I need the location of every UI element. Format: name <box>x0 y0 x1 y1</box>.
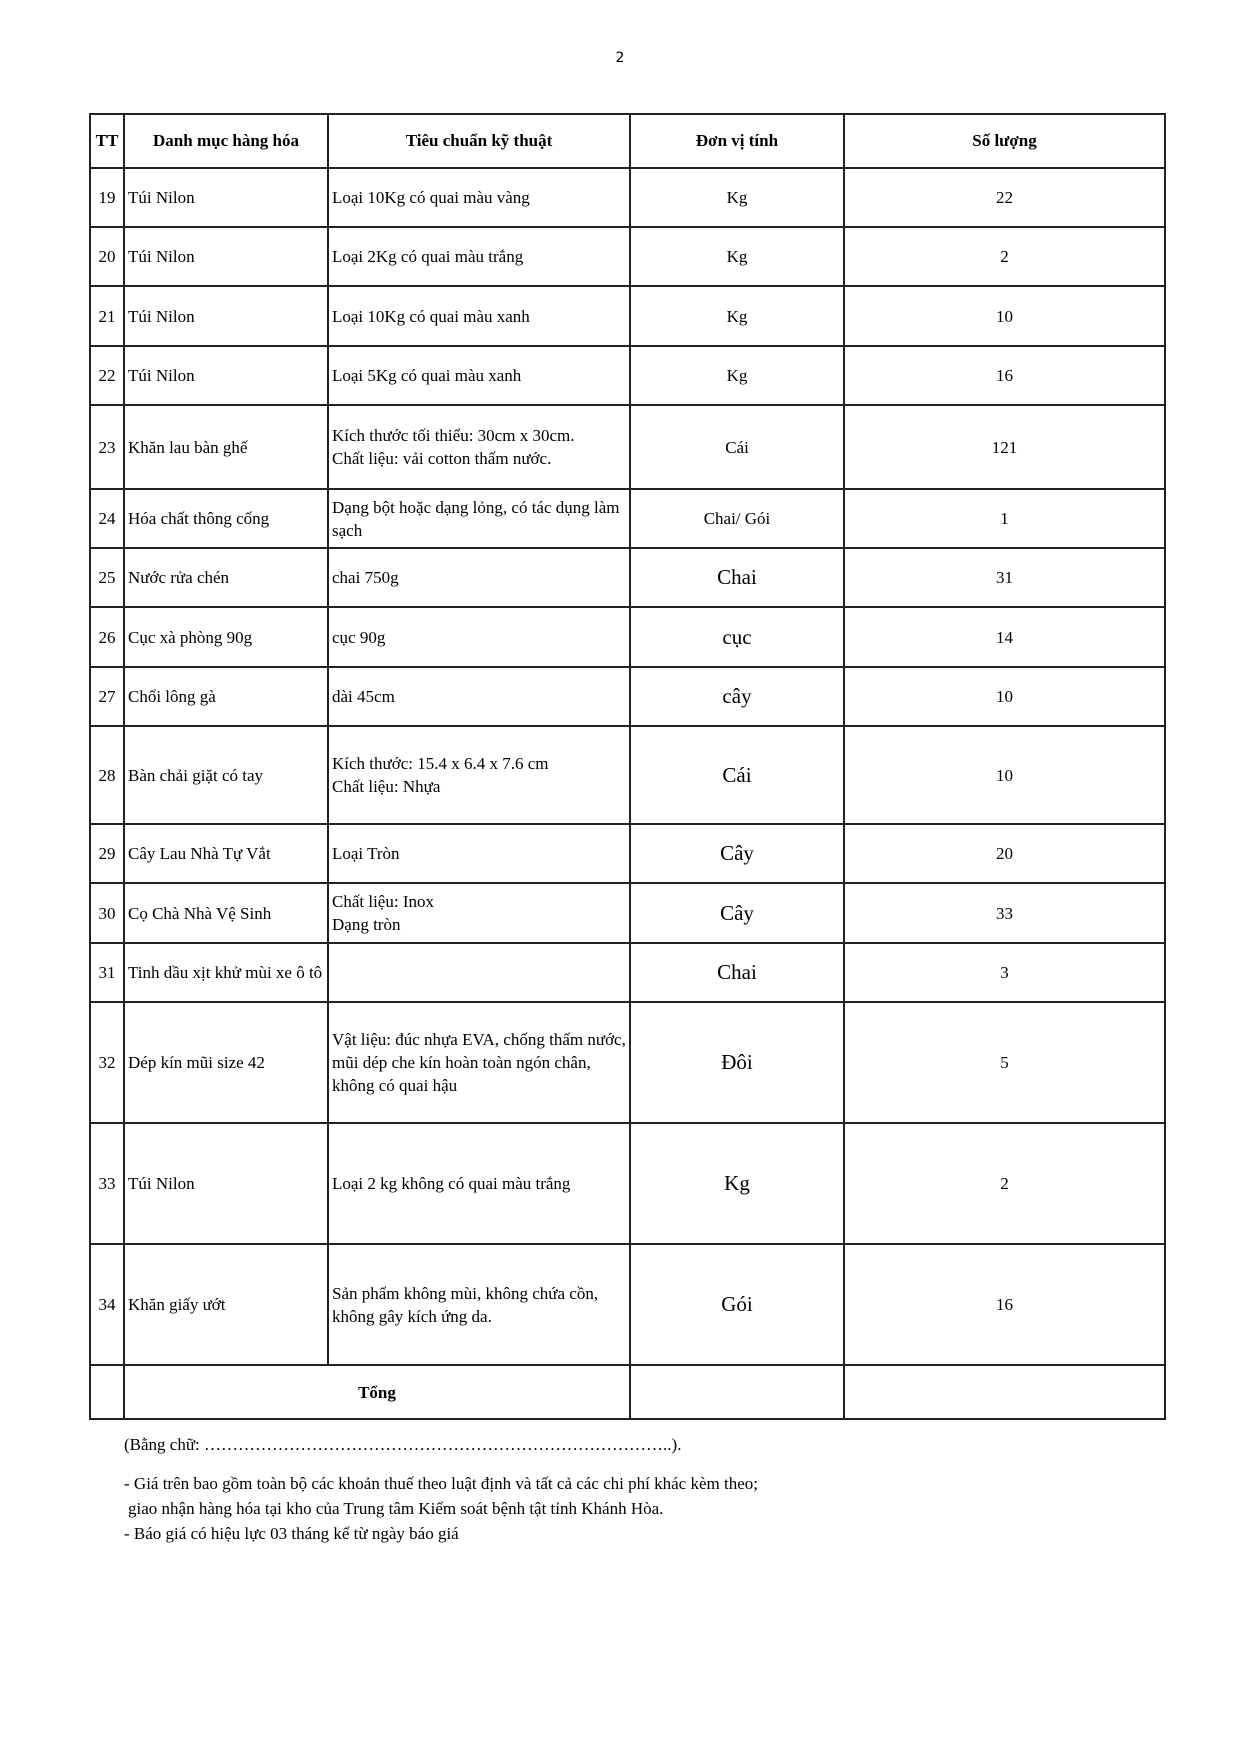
row-unit: cây <box>630 667 844 726</box>
row-spec <box>328 726 630 824</box>
spec-line: Loại 2 kg không có quai màu trắng <box>332 1174 571 1193</box>
spec-line: Chất liệu: Nhựa <box>332 777 441 796</box>
row-name: Tinh dầu xịt khử mùi xe ô tô <box>124 943 328 1002</box>
row-qty: 14 <box>844 607 1165 667</box>
row-tt: 33 <box>90 1123 124 1244</box>
table-row <box>90 489 1165 548</box>
row-qty: 16 <box>844 346 1165 405</box>
row-qty: 121 <box>844 405 1165 489</box>
row-spec <box>328 548 630 607</box>
spec-line: Chất liệu: Inox <box>332 892 434 911</box>
row-spec <box>328 489 630 548</box>
spec-line: Loại 10Kg có quai màu vàng <box>332 188 530 207</box>
row-spec <box>328 883 630 943</box>
row-tt: 29 <box>90 824 124 883</box>
row-unit: Cây <box>630 883 844 943</box>
row-tt: 22 <box>90 346 124 405</box>
row-name: Cây Lau Nhà Tự Vắt <box>124 824 328 883</box>
row-spec <box>328 168 630 227</box>
row-tt: 23 <box>90 405 124 489</box>
header-tt: TT <box>90 114 124 168</box>
row-unit: Chai <box>630 943 844 1002</box>
row-tt: 28 <box>90 726 124 824</box>
row-name: Túi Nilon <box>124 227 328 286</box>
table-row <box>90 1244 1165 1365</box>
table-row <box>90 346 1165 405</box>
spec-line: Chất liệu: vải cotton thấm nước. <box>332 449 552 468</box>
row-qty: 20 <box>844 824 1165 883</box>
row-qty: 31 <box>844 548 1165 607</box>
header-name: Danh mục hàng hóa <box>124 114 328 168</box>
table-row <box>90 883 1165 943</box>
row-tt: 34 <box>90 1244 124 1365</box>
row-qty: 2 <box>844 227 1165 286</box>
row-tt: 21 <box>90 286 124 346</box>
row-spec <box>328 667 630 726</box>
table-row <box>90 726 1165 824</box>
row-tt: 19 <box>90 168 124 227</box>
row-unit: Cái <box>630 405 844 489</box>
table-row <box>90 1123 1165 1244</box>
row-tt: 30 <box>90 883 124 943</box>
amount-in-words: (Bằng chữ: ………………………………………………………………………..). <box>124 1435 682 1454</box>
table-row <box>90 607 1165 667</box>
table-row <box>90 824 1165 883</box>
row-name: Nước rửa chén <box>124 548 328 607</box>
row-name: Túi Nilon <box>124 168 328 227</box>
row-tt: 25 <box>90 548 124 607</box>
total-tt-cell <box>90 1365 124 1419</box>
total-row <box>90 1365 1165 1419</box>
spec-line: Loại Tròn <box>332 844 400 863</box>
spec-line: dài 45cm <box>332 687 395 706</box>
row-unit: Chai/ Gói <box>630 489 844 548</box>
row-name: Khăn giấy ướt <box>124 1244 328 1365</box>
row-unit: Kg <box>630 227 844 286</box>
row-unit: Cây <box>630 824 844 883</box>
header-qty: Số lượng <box>844 114 1165 168</box>
row-tt: 24 <box>90 489 124 548</box>
table-row <box>90 667 1165 726</box>
table-row <box>90 168 1165 227</box>
row-tt: 20 <box>90 227 124 286</box>
note-line-1: - Giá trên bao gồm toàn bộ các khoản thuế theo luật định và tất cả các chi phí khác kèm theo; <box>124 1474 758 1493</box>
row-unit: Đôi <box>630 1002 844 1123</box>
row-unit: Kg <box>630 1123 844 1244</box>
table-row <box>90 286 1165 346</box>
note-line-2: giao nhận hàng hóa tại kho của Trung tâm Kiểm soát bệnh tật tỉnh Khánh Hòa. <box>128 1499 664 1518</box>
row-name: Cọ Chà Nhà Vệ Sinh <box>124 883 328 943</box>
spec-line: Kích thước tối thiểu: 30cm x 30cm. <box>332 426 575 445</box>
row-name: Túi Nilon <box>124 346 328 405</box>
row-unit: Chai <box>630 548 844 607</box>
row-qty: 10 <box>844 726 1165 824</box>
spec-line: Vật liệu: đúc nhựa EVA, chống thấm nước, mũi dép che kín hoàn toàn ngón chân, không có quai hậu <box>332 1030 626 1095</box>
row-name: Bàn chải giặt có tay <box>124 726 328 824</box>
spec-line: Kích thước: 15.4 x 6.4 x 7.6 cm <box>332 754 549 773</box>
row-name: Túi Nilon <box>124 286 328 346</box>
row-qty: 1 <box>844 489 1165 548</box>
row-tt: 26 <box>90 607 124 667</box>
spec-line: cục 90g <box>332 627 386 647</box>
total-label: Tổng <box>124 1365 630 1419</box>
row-qty: 10 <box>844 286 1165 346</box>
row-qty: 10 <box>844 667 1165 726</box>
row-qty: 33 <box>844 883 1165 943</box>
row-qty: 16 <box>844 1244 1165 1365</box>
row-spec <box>328 824 630 883</box>
row-unit: Kg <box>630 286 844 346</box>
spec-line: Loại 10Kg có quai màu xanh <box>332 306 530 326</box>
goods-table <box>89 113 1166 1420</box>
page-number: 2 <box>615 50 625 66</box>
header-spec: Tiêu chuẩn kỹ thuật <box>328 114 630 168</box>
row-name: Túi Nilon <box>124 1123 328 1244</box>
row-qty: 3 <box>844 943 1165 1002</box>
row-name: Cục xà phòng 90g <box>124 607 328 667</box>
row-unit: Kg <box>630 168 844 227</box>
spec-line: Dạng tròn <box>332 915 401 934</box>
row-name: Dép kín mũi size 42 <box>124 1002 328 1123</box>
table-body <box>90 168 1165 1365</box>
row-tt: 27 <box>90 667 124 726</box>
spec-line: Loại 5Kg có quai màu xanh <box>332 366 522 385</box>
row-spec <box>328 1244 630 1365</box>
spec-line: Sản phẩm không mùi, không chứa cồn, không gây kích ứng da. <box>332 1283 599 1326</box>
row-unit: Cái <box>630 726 844 824</box>
spec-line: chai 750g <box>332 568 399 587</box>
row-spec <box>328 405 630 489</box>
row-qty: 22 <box>844 168 1165 227</box>
row-spec <box>328 607 630 667</box>
header-unit: Đơn vị tính <box>630 114 844 168</box>
row-tt: 32 <box>90 1002 124 1123</box>
row-spec <box>328 227 630 286</box>
note-line-3: - Báo giá có hiệu lực 03 tháng kể từ ngày báo giá <box>124 1524 459 1543</box>
row-name: Hóa chất thông cống <box>124 489 328 548</box>
row-qty: 5 <box>844 1002 1165 1123</box>
spec-line: Loại 2Kg có quai màu trắng <box>332 247 524 266</box>
row-spec <box>328 1002 630 1123</box>
row-spec <box>328 943 630 1002</box>
row-tt: 31 <box>90 943 124 1002</box>
notes <box>124 1432 758 1546</box>
row-unit: cục <box>630 607 844 667</box>
row-qty: 2 <box>844 1123 1165 1244</box>
table-row <box>90 227 1165 286</box>
row-spec <box>328 346 630 405</box>
row-name: Khăn lau bàn ghế <box>124 405 328 489</box>
table-row <box>90 1002 1165 1123</box>
row-spec <box>328 286 630 346</box>
table-row <box>90 405 1165 489</box>
total-unit-cell <box>630 1365 844 1419</box>
table-row <box>90 548 1165 607</box>
row-spec <box>328 1123 630 1244</box>
table-row <box>90 943 1165 1002</box>
table-header-row <box>90 114 1165 168</box>
row-unit: Kg <box>630 346 844 405</box>
row-name: Chổi lông gà <box>124 667 328 726</box>
total-qty-cell <box>844 1365 1165 1419</box>
row-unit: Gói <box>630 1244 844 1365</box>
spec-line: Dạng bột hoặc dạng lỏng, có tác dụng làm sạch <box>332 497 620 540</box>
